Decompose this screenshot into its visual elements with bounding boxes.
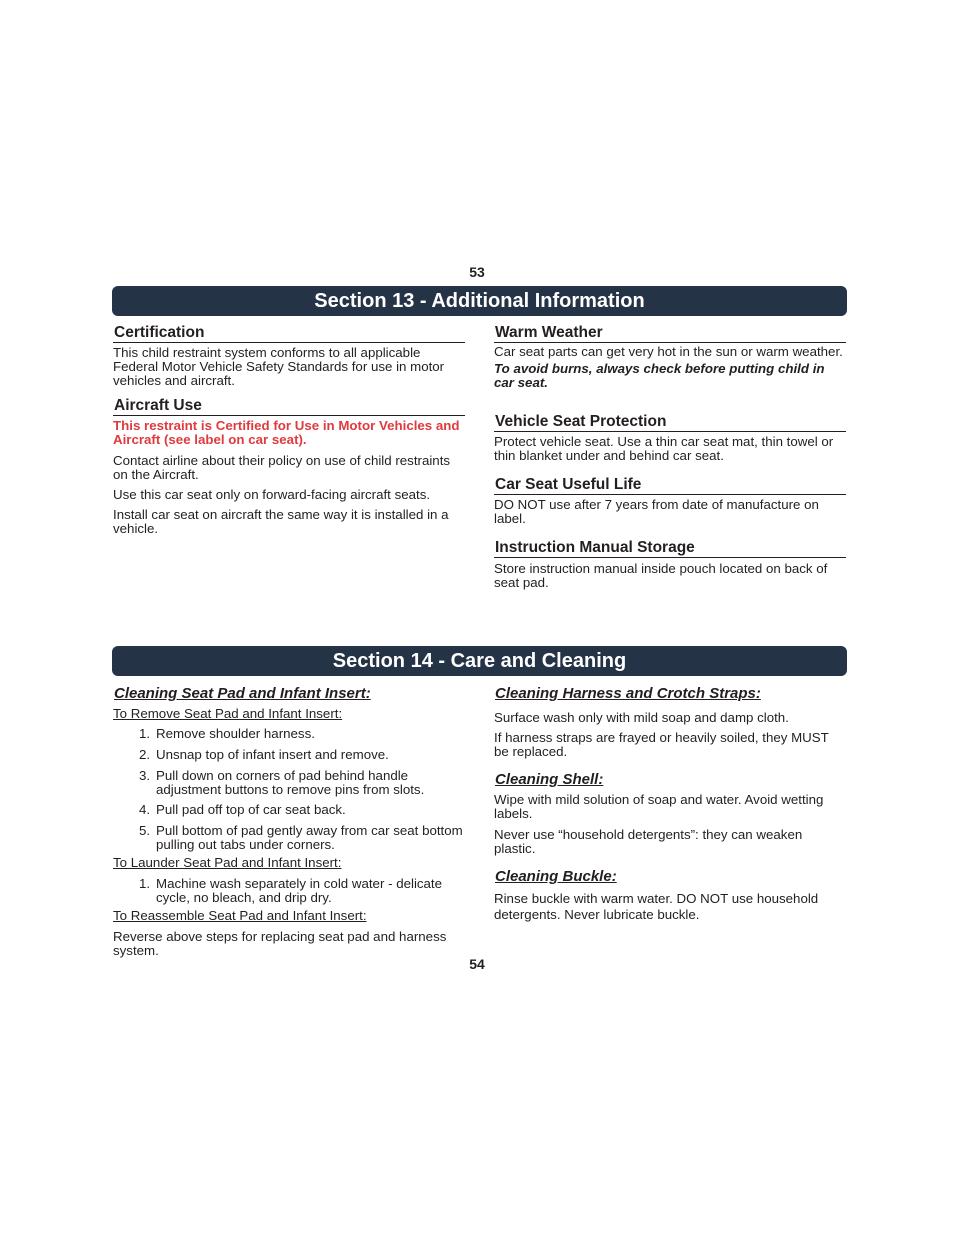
vehicle-seat-protection-block [494,413,846,463]
harness-para-2: If harness straps are frayed or heavily soiled, they MUST be replaced. [494,730,829,759]
shell-block [494,771,846,856]
useful-life-block [494,476,846,526]
certification-block [113,324,465,388]
list-item [139,803,465,817]
list-item-text: Pull pad off top of car seat back. [156,802,346,817]
aircraft-para-1: Contact airline about their policy on use of child restraints on the Aircraft. [113,453,451,482]
manual-storage-text: Store instruction manual inside pouch located on back of seat pad. [494,561,828,590]
useful-life-text: DO NOT use after 7 years from date of manufacture on label. [494,497,819,526]
vehicle-seat-protection-text: Protect vehicle seat. Use a thin car seat mat, thin towel or thin blanket under and behind car seat. [494,434,834,463]
manual-storage-heading: Instruction Manual Storage [494,539,846,558]
list-item-text: Unsnap top of infant insert and remove. [156,747,389,762]
reassemble-label: To Reassemble Seat Pad and Infant Insert: [113,908,367,923]
aircraft-use-heading: Aircraft Use [113,397,465,416]
warm-weather-heading: Warm Weather [494,324,846,343]
launder-label: To Launder Seat Pad and Infant Insert: [113,855,342,870]
list-item-number: 4. [139,802,151,817]
list-item [139,824,465,852]
section-14-banner [112,646,847,676]
list-item-text: Pull bottom of pad gently away from car seat bottom pulling out tabs under corners. [156,823,463,852]
list-item-number: 3. [139,768,151,783]
list-item-number: 1. [139,876,151,891]
certification-text: This child restraint system conforms to all applicable Federal Motor Vehicle Safety Standards for use in motor vehicles and aircraft. [113,345,445,388]
warm-weather-block [494,324,846,390]
section-14-title: Section 14 - Care and Cleaning [332,649,627,672]
buckle-text: Rinse buckle with warm water. DO NOT use household detergents. Never lubricate buckle. [494,891,819,922]
useful-life-heading: Car Seat Useful Life [494,476,846,495]
list-item [139,727,465,741]
shell-para-1: Wipe with mild solution of soap and water. Avoid wetting labels. [494,792,824,821]
shell-para-2: Never use “household detergents”: they can weaken plastic. [494,827,803,856]
aircraft-use-block [113,397,465,536]
warm-weather-warning: To avoid burns, always check before putting child in car seat. [494,361,825,390]
shell-heading: Cleaning Shell: [495,771,604,788]
aircraft-para-3: Install car seat on aircraft the same way it is installed in a vehicle. [113,507,449,536]
section-13-banner [112,286,847,316]
list-item-number: 1. [139,726,151,741]
reassemble-text: Reverse above steps for replacing seat pad and harness system. [113,929,447,958]
aircraft-para-2: Use this car seat only on forward-facing aircraft seats. [113,487,431,502]
vehicle-seat-protection-heading: Vehicle Seat Protection [494,413,846,432]
list-item-text: Remove shoulder harness. [156,726,315,741]
list-item-number: 5. [139,823,151,838]
certification-heading: Certification [113,324,465,343]
list-item [139,748,465,762]
manual-storage-block [494,539,846,590]
harness-para-1: Surface wash only with mild soap and damp cloth. [494,710,789,725]
list-item [139,769,465,797]
page-number-top: 53 [469,264,485,280]
harness-block [494,685,846,759]
launder-steps-list [139,877,465,905]
buckle-block [494,868,846,923]
list-item-text: Pull down on corners of pad behind handle adjustment buttons to remove pins from slots. [156,768,425,797]
harness-heading: Cleaning Harness and Crotch Straps: [495,685,761,702]
remove-label: To Remove Seat Pad and Infant Insert: [113,706,343,721]
list-item-number: 2. [139,747,151,762]
seat-pad-heading: Cleaning Seat Pad and Infant Insert: [114,685,371,702]
list-item [139,877,465,905]
seat-pad-block [113,685,465,958]
list-item-text: Machine wash separately in cold water - delicate cycle, no bleach, and drip dry. [156,876,443,905]
section-13-title: Section 13 - Additional Information [314,289,645,312]
page-number-bottom: 54 [469,956,485,972]
warm-weather-text: Car seat parts can get very hot in the sun or warm weather. [494,344,843,359]
remove-steps-list [139,727,465,852]
buckle-heading: Cleaning Buckle: [495,868,617,885]
aircraft-warning: This restraint is Certified for Use in Motor Vehicles and Aircraft (see label on car seat). [113,418,460,447]
